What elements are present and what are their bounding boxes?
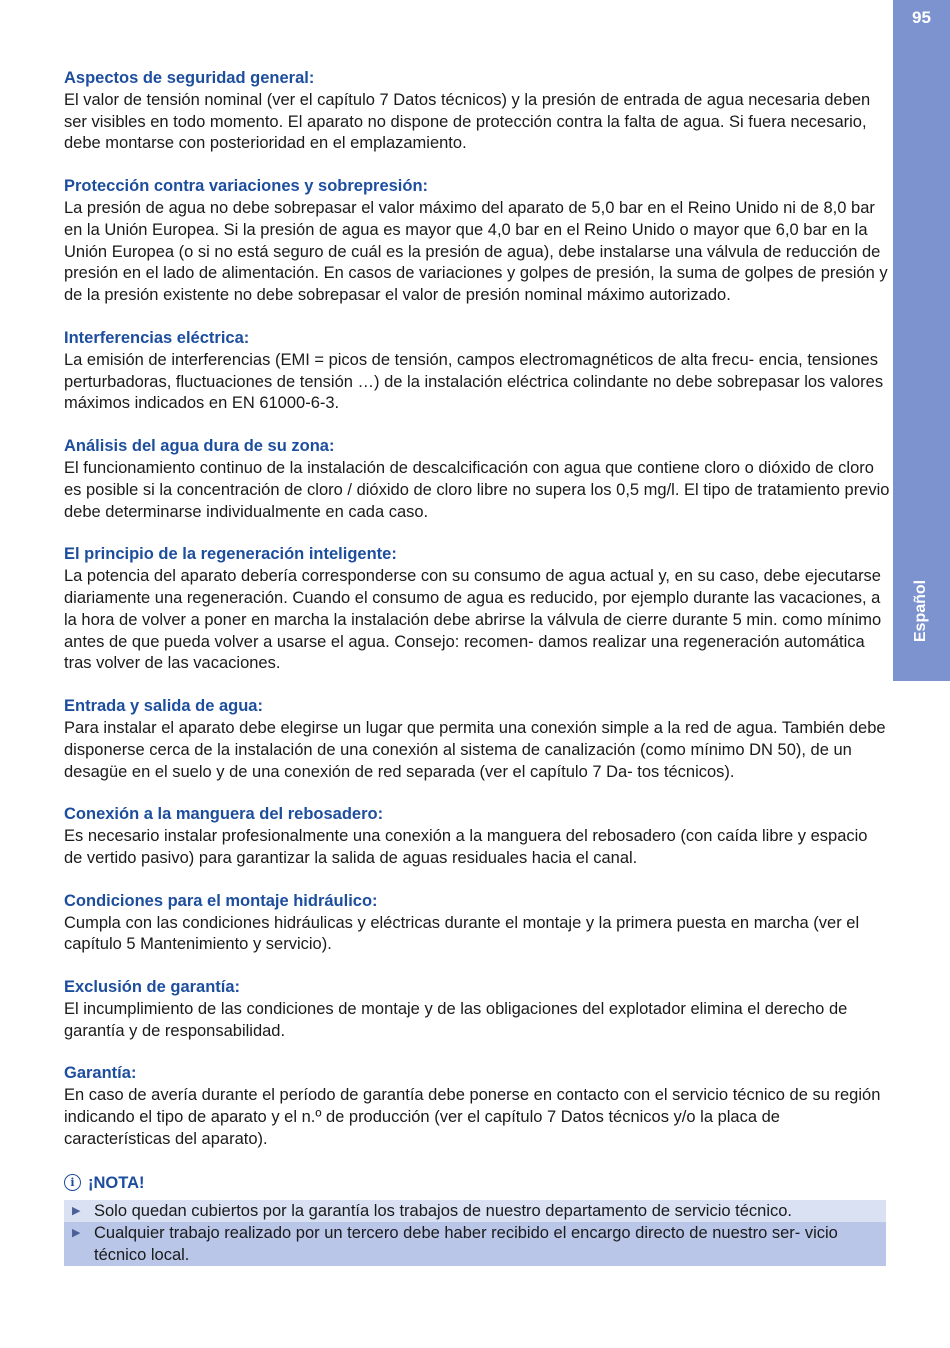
section-heading: Exclusión de garantía: [64, 978, 241, 997]
triangle-bullet-icon: ▶ [72, 1204, 81, 1217]
language-label-text: Español [912, 579, 930, 643]
section-heading: Entrada y salida de agua: [64, 697, 263, 716]
note-title: ¡NOTA! [88, 1173, 145, 1192]
side-tab [893, 0, 950, 681]
note-item [64, 1222, 886, 1266]
section-text: Cumpla con las condiciones hidráulicas y eléctricas durante el montaje y la primera puesta en marcha (ver el capítulo 5 Mantenimiento y servicio). [64, 913, 860, 954]
section-water-inlet-outlet [64, 696, 890, 783]
section-safety [64, 68, 890, 155]
section-text: Es necesario instalar profesionalmente una conexión a la manguera del rebosadero (con caída libre y espacio de vertido pasivo) para garantizar la salida de aguas residuales hacia el canal. [64, 827, 868, 867]
section-warranty [64, 1063, 890, 1150]
section-text: La potencia del aparato debería corresponderse con su consumo de agua actual y, en su caso, debe ejecutarse diariamente una regeneración. Cuando el consumo de agua es reducido, por ejemplo durante las vacaciones, a la hora de volver a poner en marcha la instalación debe abrirse la válvula de cierre durante 5 min. como mínimo antes de que pueda volver a usarse el agua. Consejo: recomen- damos realizar una regeneración automática tras volver de las vacaciones. [64, 567, 882, 673]
note-header [64, 1172, 890, 1194]
section-heading: Aspectos de seguridad general: [64, 69, 315, 87]
section-heading: Interferencias eléctrica: [64, 328, 250, 347]
page-number: 95 [912, 8, 931, 27]
section-heading: Análisis del agua dura de su zona: [64, 437, 335, 456]
note-box [64, 1200, 886, 1266]
note-item-text: Solo quedan cubiertos por la garantía los trabajos de nuestro departamento de servicio técnico. [94, 1201, 793, 1220]
section-regeneration [64, 544, 890, 675]
note-item-text: Cualquier trabajo realizado por un tercero debe haber recibido el encargo directo de nuestro ser- vicio técnico local. [94, 1223, 838, 1264]
section-warranty-exclusion [64, 977, 890, 1042]
section-overpressure [64, 176, 890, 307]
info-icon: i [64, 1174, 81, 1191]
section-hard-water [64, 436, 890, 523]
language-label [901, 580, 941, 642]
section-text: Para instalar el aparato debe elegirse un lugar que permita una conexión simple a la red de agua. También debe disponerse cerca de la instalación de una conexión al sistema de canalización (como mínimo DN 50), de un desagüe en el suelo y de una conexión de red separada (ver el capítulo 7 Da- tos técnicos). [64, 718, 886, 781]
section-text: La presión de agua no debe sobrepasar el valor máximo del aparato de 5,0 bar en el Reino Unido ni de 8,0 bar en la Unión Europea. Si la presión de agua es mayor que 4,0 bar en el Reino Unido o mayor que 6,0 bar en la Unión Europea (o si no está seguro de cuál es la presión de agua), debe instalarse una válvula de reducción de presión en el lado de alimentación. En casos de variaciones y golpes de presión, la suma de golpes de presión y de la presión existente no debe sobrepasar el valor de presión nominal máximo autorizado. [64, 198, 888, 305]
section-text: El valor de tensión nominal (ver el capítulo 7 Datos técnicos) y la presión de entrada de agua necesaria deben ser visibles en todo momento. El aparato no dispone de protección contra la falta de agua. Si fuera necesario, debe montarse con posterioridad en el emplazamiento. [64, 90, 871, 153]
section-heading: El principio de la regeneración inteligente: [64, 545, 397, 564]
section-text: La emisión de interferencias (EMI = picos de tensión, campos electromagnéticos de alta frecu- encia, tensiones perturbadoras, fluctuaciones de tensión …) de la instalación eléctrica colindante no debe sobrepasar los valores máximos indicados en EN 61000-6-3. [64, 350, 884, 413]
section-heading: Garantía: [64, 1064, 137, 1083]
section-text: El incumplimiento de las condiciones de montaje y de las obligaciones del explotador elimina el derecho de garantía y de responsabilidad. [64, 999, 848, 1040]
note-item [64, 1200, 886, 1222]
section-hydraulic-conditions [64, 891, 890, 956]
section-interference [64, 328, 890, 415]
section-text: El funcionamiento continuo de la instalación de descalcificación con agua que contiene cloro o dióxido de cloro es posible si la concentración de cloro / dióxido de cloro libre no supera los 0,5 mg/l. El tipo de tratamiento previo debe determinarse individualmente en cada caso. [64, 458, 890, 521]
section-overflow-hose [64, 804, 890, 869]
triangle-bullet-icon: ▶ [72, 1226, 81, 1239]
page-content [64, 68, 890, 1266]
section-heading: Protección contra variaciones y sobrepresión: [64, 177, 429, 196]
section-text: En caso de avería durante el período de garantía debe ponerse en contacto con el servicio técnico de su región indicando el tipo de aparato y el n.º de producción (ver el capítulo 7 Datos técnicos y/o la placa de características del aparato). [64, 1086, 881, 1148]
section-heading: Condiciones para el montaje hidráulico: [64, 891, 378, 910]
section-heading: Conexión a la manguera del rebosadero: [64, 805, 384, 824]
